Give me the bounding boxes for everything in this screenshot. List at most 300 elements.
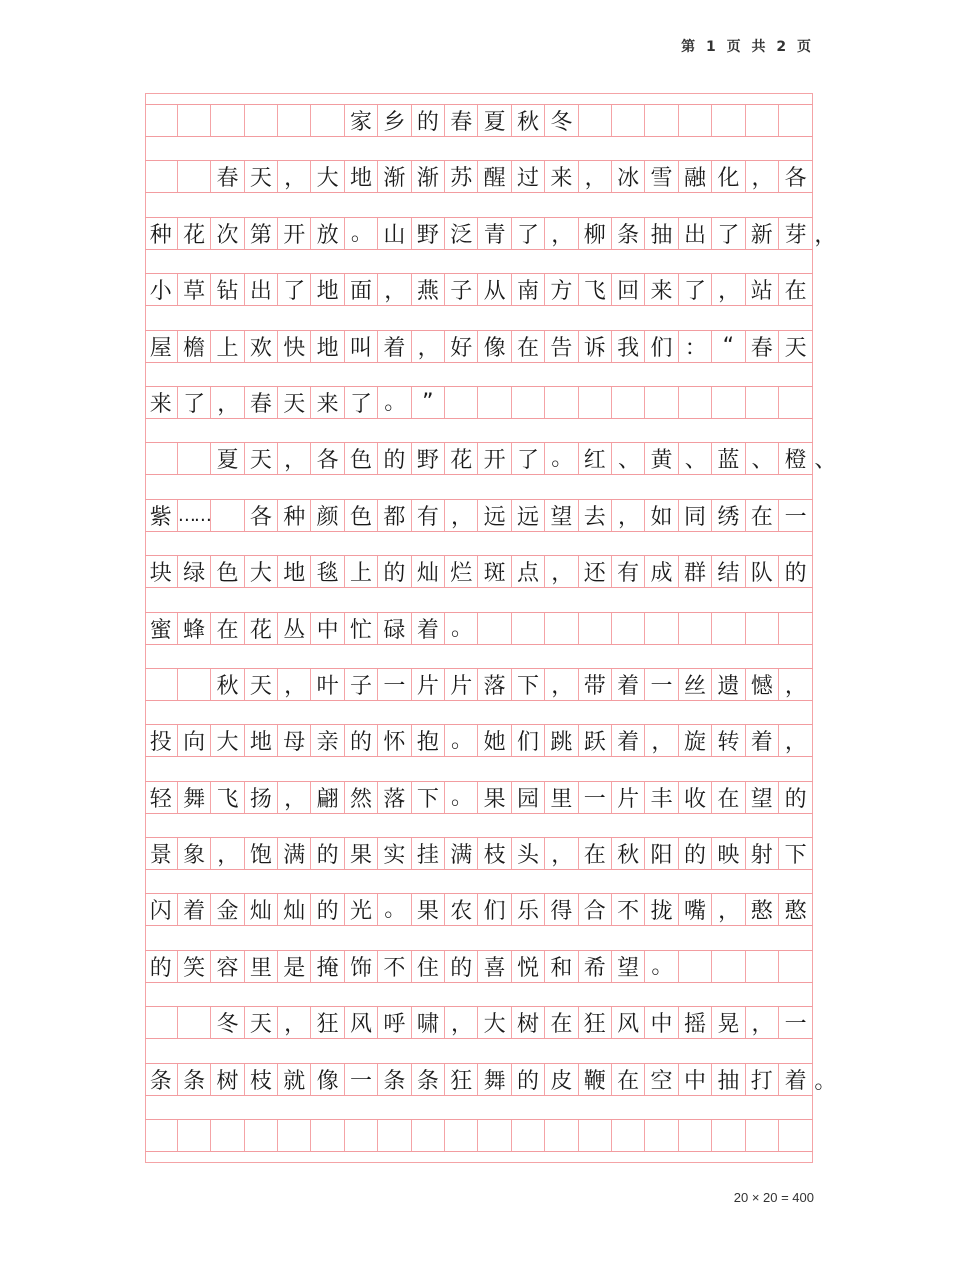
grid-cell-char: 如 (645, 500, 678, 531)
grid-cell-char: 了 (278, 274, 311, 305)
grid-cell-char: 的 (445, 951, 478, 982)
grid-cell-char: 轻 (145, 782, 178, 813)
grid-cell-empty (712, 105, 745, 136)
grid-cell-char: 雪 (645, 161, 678, 192)
grid-cell-char: 秋 (612, 838, 645, 869)
grid-cell-char: 条 (178, 1064, 211, 1095)
grid-cell-char: 种 (145, 218, 178, 249)
overflow-punctuation: 、 (814, 448, 837, 474)
grid-cell-char: 。 (445, 613, 478, 644)
grid-cell-char: 春 (211, 161, 244, 192)
grid-cell-empty (178, 105, 211, 136)
grid-cell-char: 合 (579, 894, 612, 925)
grid-cell-char: 天 (245, 669, 278, 700)
grid-cell-char: 果 (345, 838, 378, 869)
grid-cell-char: 望 (612, 951, 645, 982)
grid-cell-char: 片 (445, 669, 478, 700)
grid-cell-char: 成 (645, 556, 678, 587)
grid-cell-char: 抽 (712, 1064, 745, 1095)
grid-cell-empty (145, 1007, 178, 1038)
grid-cell-char: ， (784, 730, 807, 756)
grid-cell-char: 着 (178, 894, 211, 925)
grid-cell-char: 灿 (278, 894, 311, 925)
grid-cell-char: 。 (378, 387, 411, 418)
grid-cell-char: 住 (412, 951, 445, 982)
grid-cell-empty (178, 161, 211, 192)
grid-cell-char: 诉 (579, 331, 612, 362)
grid-cell-char: 着 。 (779, 1064, 812, 1095)
grid-cell-char: 中 (311, 613, 344, 644)
grid-cell-char: 蓝 (712, 443, 745, 474)
grid-count-label: 20 × 20 = 400 (733, 1190, 814, 1205)
grid-cell-char: 投 (145, 725, 178, 756)
grid-cell-char: 憾 (746, 669, 779, 700)
grid-cell-char: 站 (746, 274, 779, 305)
grid-cell-empty (378, 1120, 411, 1151)
grid-cell-char: 家 (345, 105, 378, 136)
grid-cell-char: ， (784, 673, 807, 699)
grid-cell-char: 出 (245, 274, 278, 305)
grid-cell-char: 一 (579, 782, 612, 813)
grid-cell-char: ， (445, 1007, 478, 1038)
grid-cell-char: 、 (746, 443, 779, 474)
grid-cell-char: 枝 (245, 1064, 278, 1095)
grid-cell-empty (145, 1120, 178, 1151)
grid-cell-char: 的 (145, 951, 178, 982)
grid-cell-char: 子 (345, 669, 378, 700)
grid-cell-char: 象 (178, 838, 211, 869)
grid-cell-char: ， (545, 556, 578, 587)
grid-cell-char: 了 (178, 387, 211, 418)
title-row (145, 104, 813, 137)
grid-cell-char: 嘴 (679, 894, 712, 925)
grid-cell-char: 丛 (278, 613, 311, 644)
grid-cell-char: 过 (512, 161, 545, 192)
grid-cell-empty (712, 613, 745, 644)
grid-row (145, 217, 837, 250)
grid-cell-char: 狂 (311, 1007, 344, 1038)
grid-cell-char: 下 (784, 843, 807, 869)
grid-cell-empty (145, 105, 178, 136)
grid-cell-char: 毯 (311, 556, 344, 587)
grid-cell-empty (579, 613, 612, 644)
grid-cell-char: 就 (278, 1064, 311, 1095)
grid-cell-char: 的 (679, 838, 712, 869)
grid-cell-char: 条 (378, 1064, 411, 1095)
grid-row (145, 499, 813, 532)
grid-cell-empty (311, 1120, 344, 1151)
grid-cell-empty (579, 387, 612, 418)
grid-cell-char: ， (579, 161, 612, 192)
grid-cell-char: ， (445, 500, 478, 531)
grid-cell-char: 大 (478, 1007, 511, 1038)
grid-cell-empty (512, 387, 545, 418)
grid-cell-empty (478, 387, 511, 418)
grid-cell-char: “ (712, 331, 745, 362)
grid-cell-char: 条 (412, 1064, 445, 1095)
grid-cell-char: 中 (645, 1007, 678, 1038)
grid-cell-char: 、 (612, 443, 645, 474)
grid-cell-char: 。 (345, 218, 378, 249)
grid-cell-char: 跳 (545, 725, 578, 756)
grid-cell-char: 挂 (412, 838, 445, 869)
grid-cell-char: 望 (545, 500, 578, 531)
grid-cell-char: 点 (512, 556, 545, 587)
grid-cell-char: 大 (245, 556, 278, 587)
grid-cell-char: 像 (478, 331, 511, 362)
grid-cell-char: 、 (679, 443, 712, 474)
grid-cell-char: 转 (712, 725, 745, 756)
grid-cell-char: 一 (378, 669, 411, 700)
grid-cell-char: ， (278, 782, 311, 813)
grid-cell-char: 果 (478, 782, 511, 813)
grid-cell-char: 们 (645, 331, 678, 362)
grid-cell-char: 渐 (378, 161, 411, 192)
grid-cell-char: 开 (478, 443, 511, 474)
grid-row (145, 1119, 813, 1152)
grid-cell-char: 了 (345, 387, 378, 418)
grid-cell-char: 落 (478, 669, 511, 700)
grid-cell-char: 绣 (712, 500, 745, 531)
grid-cell-char: 山 (378, 218, 411, 249)
grid-cell-char: 亲 (311, 725, 344, 756)
grid-cell-char: 憨 (746, 894, 779, 925)
grid-cell-empty (512, 1120, 545, 1151)
grid-cell-empty (679, 1120, 712, 1151)
grid-cell-char: 啸 (412, 1007, 445, 1038)
grid-cell-char: 檐 (178, 331, 211, 362)
grid-cell-char: ， (612, 500, 645, 531)
grid-cell-char: 的 (784, 561, 807, 587)
grid-cell-char: 和 (545, 951, 578, 982)
grid-cell-char: 舞 (178, 782, 211, 813)
grid-cell-empty (679, 613, 712, 644)
grid-cell-empty (612, 105, 645, 136)
grid-cell-char: 各 (311, 443, 344, 474)
grid-cell-char: 们 (478, 894, 511, 925)
grid-cell-char: ， (412, 331, 445, 362)
grid-cell-char: ， (278, 669, 311, 700)
grid-row (145, 386, 813, 419)
grid-cell-char: 丰 (645, 782, 678, 813)
grid-cell-char: 南 (512, 274, 545, 305)
grid-cell-char: ” (412, 387, 445, 418)
grid-cell-char: 满 (278, 838, 311, 869)
grid-cell-empty (178, 1007, 211, 1038)
grid-cell-char: 融 (679, 161, 712, 192)
grid-cell-char: 秋 (512, 105, 545, 136)
grid-cell-empty (645, 387, 678, 418)
grid-cell-char: 一 (784, 504, 807, 530)
grid-cell-char: 一 (645, 669, 678, 700)
grid-cell-char: 秋 (211, 669, 244, 700)
grid-cell-char: ， (746, 1007, 779, 1038)
grid-cell-char: ， (746, 161, 779, 192)
grid-cell-char: 里 (545, 782, 578, 813)
grid-row (145, 724, 813, 757)
grid-cell-char: 怀 (378, 725, 411, 756)
grid-cell-char: 不 (378, 951, 411, 982)
grid-cell-empty (512, 613, 545, 644)
grid-cell-char: 舞 (478, 1064, 511, 1095)
grid-cell-char: ， (278, 443, 311, 474)
grid-cell-char: 母 (278, 725, 311, 756)
grid-row (145, 893, 813, 926)
grid-cell-char: ： (679, 331, 712, 362)
grid-cell-char: 满 (445, 838, 478, 869)
grid-cell-char: 了 (512, 443, 545, 474)
grid-cell-char: 抽 (645, 218, 678, 249)
grid-cell-char: 天 (784, 335, 807, 361)
grid-cell-char: 着 (612, 669, 645, 700)
grid-cell-empty (545, 613, 578, 644)
grid-cell-char: 来 (645, 274, 678, 305)
grid-cell-char: ， (278, 161, 311, 192)
grid-cell-empty (178, 443, 211, 474)
grid-cell-char: …… (178, 500, 211, 531)
grid-cell-char: 憨 (784, 899, 807, 925)
grid-cell-empty (779, 1120, 812, 1151)
grid-cell-char: 方 (545, 274, 578, 305)
grid-cell-char: 掩 (311, 951, 344, 982)
grid-cell-empty (278, 1120, 311, 1151)
grid-cell-char: 的 (512, 1064, 545, 1095)
grid-cell-empty (779, 387, 812, 418)
grid-row (145, 160, 813, 193)
grid-cell-empty (746, 1120, 779, 1151)
grid-cell-char: 冬 (545, 105, 578, 136)
grid-cell-empty (645, 613, 678, 644)
grid-cell-char: 阳 (645, 838, 678, 869)
grid-cell-char: 风 (612, 1007, 645, 1038)
grid-cell-char: 们 (512, 725, 545, 756)
grid-cell-empty (278, 105, 311, 136)
grid-cell-char: 上 (345, 556, 378, 587)
grid-cell-empty (645, 105, 678, 136)
grid-cell-char: 叫 (345, 331, 378, 362)
grid-cell-char: 树 (512, 1007, 545, 1038)
grid-cell-empty (612, 1120, 645, 1151)
grid-cell-char: 在 (545, 1007, 578, 1038)
composition-grid-paper (145, 93, 837, 1163)
grid-cell-char: 各 (784, 166, 807, 192)
grid-row (145, 1063, 837, 1096)
grid-cell-char: 鞭 (579, 1064, 612, 1095)
grid-cell-empty (612, 387, 645, 418)
grid-cell-char: 花 (245, 613, 278, 644)
grid-cell-char: 色 (345, 443, 378, 474)
grid-row (145, 442, 837, 475)
grid-cell-char: 春 (245, 387, 278, 418)
grid-cell-char: 片 (612, 782, 645, 813)
grid-cell-char: 晃 (712, 1007, 745, 1038)
grid-cell-char: 去 (579, 500, 612, 531)
grid-cell-empty (645, 1120, 678, 1151)
grid-cell-char: 饱 (245, 838, 278, 869)
grid-cell-empty (311, 105, 344, 136)
grid-cell-char: 不 (612, 894, 645, 925)
grid-cell-char: 农 (445, 894, 478, 925)
grid-cell-char: 在 (784, 279, 807, 305)
grid-cell-char: 冰 (612, 161, 645, 192)
grid-cell-char: 果 (412, 894, 445, 925)
grid-cell-char: 金 (211, 894, 244, 925)
grid-cell-char: 花 (445, 443, 478, 474)
grid-cell-char: 野 (412, 218, 445, 249)
grid-cell-char: 风 (345, 1007, 378, 1038)
grid-row (145, 781, 813, 814)
grid-cell-char: 红 (579, 443, 612, 474)
grid-cell-char: 新 (746, 218, 779, 249)
grid-cell-char: 面 (345, 274, 378, 305)
grid-cell-char: ， (545, 669, 578, 700)
grid-cell-char: 扬 (245, 782, 278, 813)
grid-cell-char: 远 (478, 500, 511, 531)
grid-cell-empty (746, 387, 779, 418)
grid-cell-empty (211, 1120, 244, 1151)
grid-cell-empty (145, 669, 178, 700)
grid-cell-char: 告 (545, 331, 578, 362)
grid-cell-char: 飞 (211, 782, 244, 813)
grid-cell-char: ， (278, 1007, 311, 1038)
grid-cell-empty (245, 105, 278, 136)
grid-cell-char: 有 (612, 556, 645, 587)
grid-cell-char: 灿 (245, 894, 278, 925)
grid-cell-char: 空 (645, 1064, 678, 1095)
grid-row (145, 612, 813, 645)
grid-cell-char: 闪 (145, 894, 178, 925)
grid-cell-char: 在 (612, 1064, 645, 1095)
grid-cell-empty (612, 613, 645, 644)
grid-cell-char: 群 (679, 556, 712, 587)
grid-cell-empty (145, 161, 178, 192)
grid-cell-char: 叶 (311, 669, 344, 700)
grid-cell-char: 化 (712, 161, 745, 192)
grid-cell-empty (746, 613, 779, 644)
grid-cell-char: 第 (245, 218, 278, 249)
grid-cell-char: 像 (311, 1064, 344, 1095)
grid-cell-char: 狂 (445, 1064, 478, 1095)
grid-cell-char: 遗 (712, 669, 745, 700)
grid-cell-char: 从 (478, 274, 511, 305)
grid-cell-char: 。 (645, 951, 678, 982)
grid-cell-char: 带 (579, 669, 612, 700)
grid-cell-char: 好 (445, 331, 478, 362)
grid-cell-char: 子 (445, 274, 478, 305)
grid-cell-char: 狂 (579, 1007, 612, 1038)
grid-cell-empty (779, 105, 812, 136)
grid-cell-char: 乡 (378, 105, 411, 136)
grid-cell-char: 有 (412, 500, 445, 531)
grid-cell-char: 灿 (412, 556, 445, 587)
grid-cell-char: 春 (445, 105, 478, 136)
grid-cell-empty (345, 1120, 378, 1151)
grid-row (145, 950, 813, 983)
grid-cell-char: 着 (412, 613, 445, 644)
grid-cell-char: 天 (245, 443, 278, 474)
grid-cell-char: 远 (512, 500, 545, 531)
grid-cell-empty (445, 1120, 478, 1151)
grid-cell-char: 悦 (512, 951, 545, 982)
grid-cell-char: 中 (679, 1064, 712, 1095)
grid-cell-char: 夏 (478, 105, 511, 136)
grid-cell-char: 光 (345, 894, 378, 925)
grid-cell-empty (579, 105, 612, 136)
grid-cell-char: 天 (278, 387, 311, 418)
grid-cell-char: 苏 (445, 161, 478, 192)
grid-cell-char: 开 (278, 218, 311, 249)
grid-cell-empty (712, 951, 745, 982)
grid-row (145, 837, 813, 870)
grid-cell-char: 结 (712, 556, 745, 587)
grid-cell-char: 的 (311, 894, 344, 925)
grid-cell-char: 跃 (579, 725, 612, 756)
grid-cell-char: 来 (311, 387, 344, 418)
grid-cell-char: 春 (746, 331, 779, 362)
grid-cell-char: 地 (278, 556, 311, 587)
grid-cell-char: 醒 (478, 161, 511, 192)
grid-cell-char: 笑 (178, 951, 211, 982)
grid-row (145, 555, 813, 588)
grid-cell-empty (712, 387, 745, 418)
grid-cell-empty (679, 951, 712, 982)
grid-cell-char: 的 (378, 443, 411, 474)
grid-cell-char: 了 (679, 274, 712, 305)
grid-cell-char: 天 (245, 161, 278, 192)
grid-cell-char: 各 (245, 500, 278, 531)
grid-cell-char: 我 (612, 331, 645, 362)
grid-cell-char: 都 (378, 500, 411, 531)
grid-cell-empty (712, 1120, 745, 1151)
grid-cell-char: 。 (545, 443, 578, 474)
grid-cell-char: 小 (145, 274, 178, 305)
grid-cell-char: 回 (612, 274, 645, 305)
grid-cell-char: 下 (412, 782, 445, 813)
grid-cell-char: 的 (412, 105, 445, 136)
grid-cell-char: 打 (746, 1064, 779, 1095)
grid-cell-char: 种 (278, 500, 311, 531)
grid-cell-char: 在 (746, 500, 779, 531)
grid-cell-char: 放 (311, 218, 344, 249)
grid-cell-empty (779, 951, 812, 982)
grid-cell-char: 青 (478, 218, 511, 249)
grid-cell-empty (545, 1120, 578, 1151)
grid-cell-char: 丝 (679, 669, 712, 700)
grid-cell-char: 泛 (445, 218, 478, 249)
grid-cell-char: 烂 (445, 556, 478, 587)
grid-cell-char: 夏 (211, 443, 244, 474)
grid-cell-char: 绿 (178, 556, 211, 587)
grid-cell-empty (679, 387, 712, 418)
grid-cell-char: 翩 (311, 782, 344, 813)
grid-cell-char: 头 (512, 838, 545, 869)
grid-cell-char: 渐 (412, 161, 445, 192)
grid-cell-char: 蜜 (145, 613, 178, 644)
grid-cell-char: 出 (679, 218, 712, 249)
grid-cell-char: 花 (178, 218, 211, 249)
grid-cell-char: 色 (345, 500, 378, 531)
grid-cell-char: 乐 (512, 894, 545, 925)
grid-cell-char: 地 (245, 725, 278, 756)
grid-cell-char: 碌 (378, 613, 411, 644)
grid-cell-char: 斑 (478, 556, 511, 587)
grid-cell-char: 在 (512, 331, 545, 362)
grid-cell-empty (445, 387, 478, 418)
grid-cell-char: 拢 (645, 894, 678, 925)
grid-cell-char: 上 (211, 331, 244, 362)
grid-cell-char: 草 (178, 274, 211, 305)
page-indicator: 第 1 页 共 2 页 (681, 39, 814, 55)
